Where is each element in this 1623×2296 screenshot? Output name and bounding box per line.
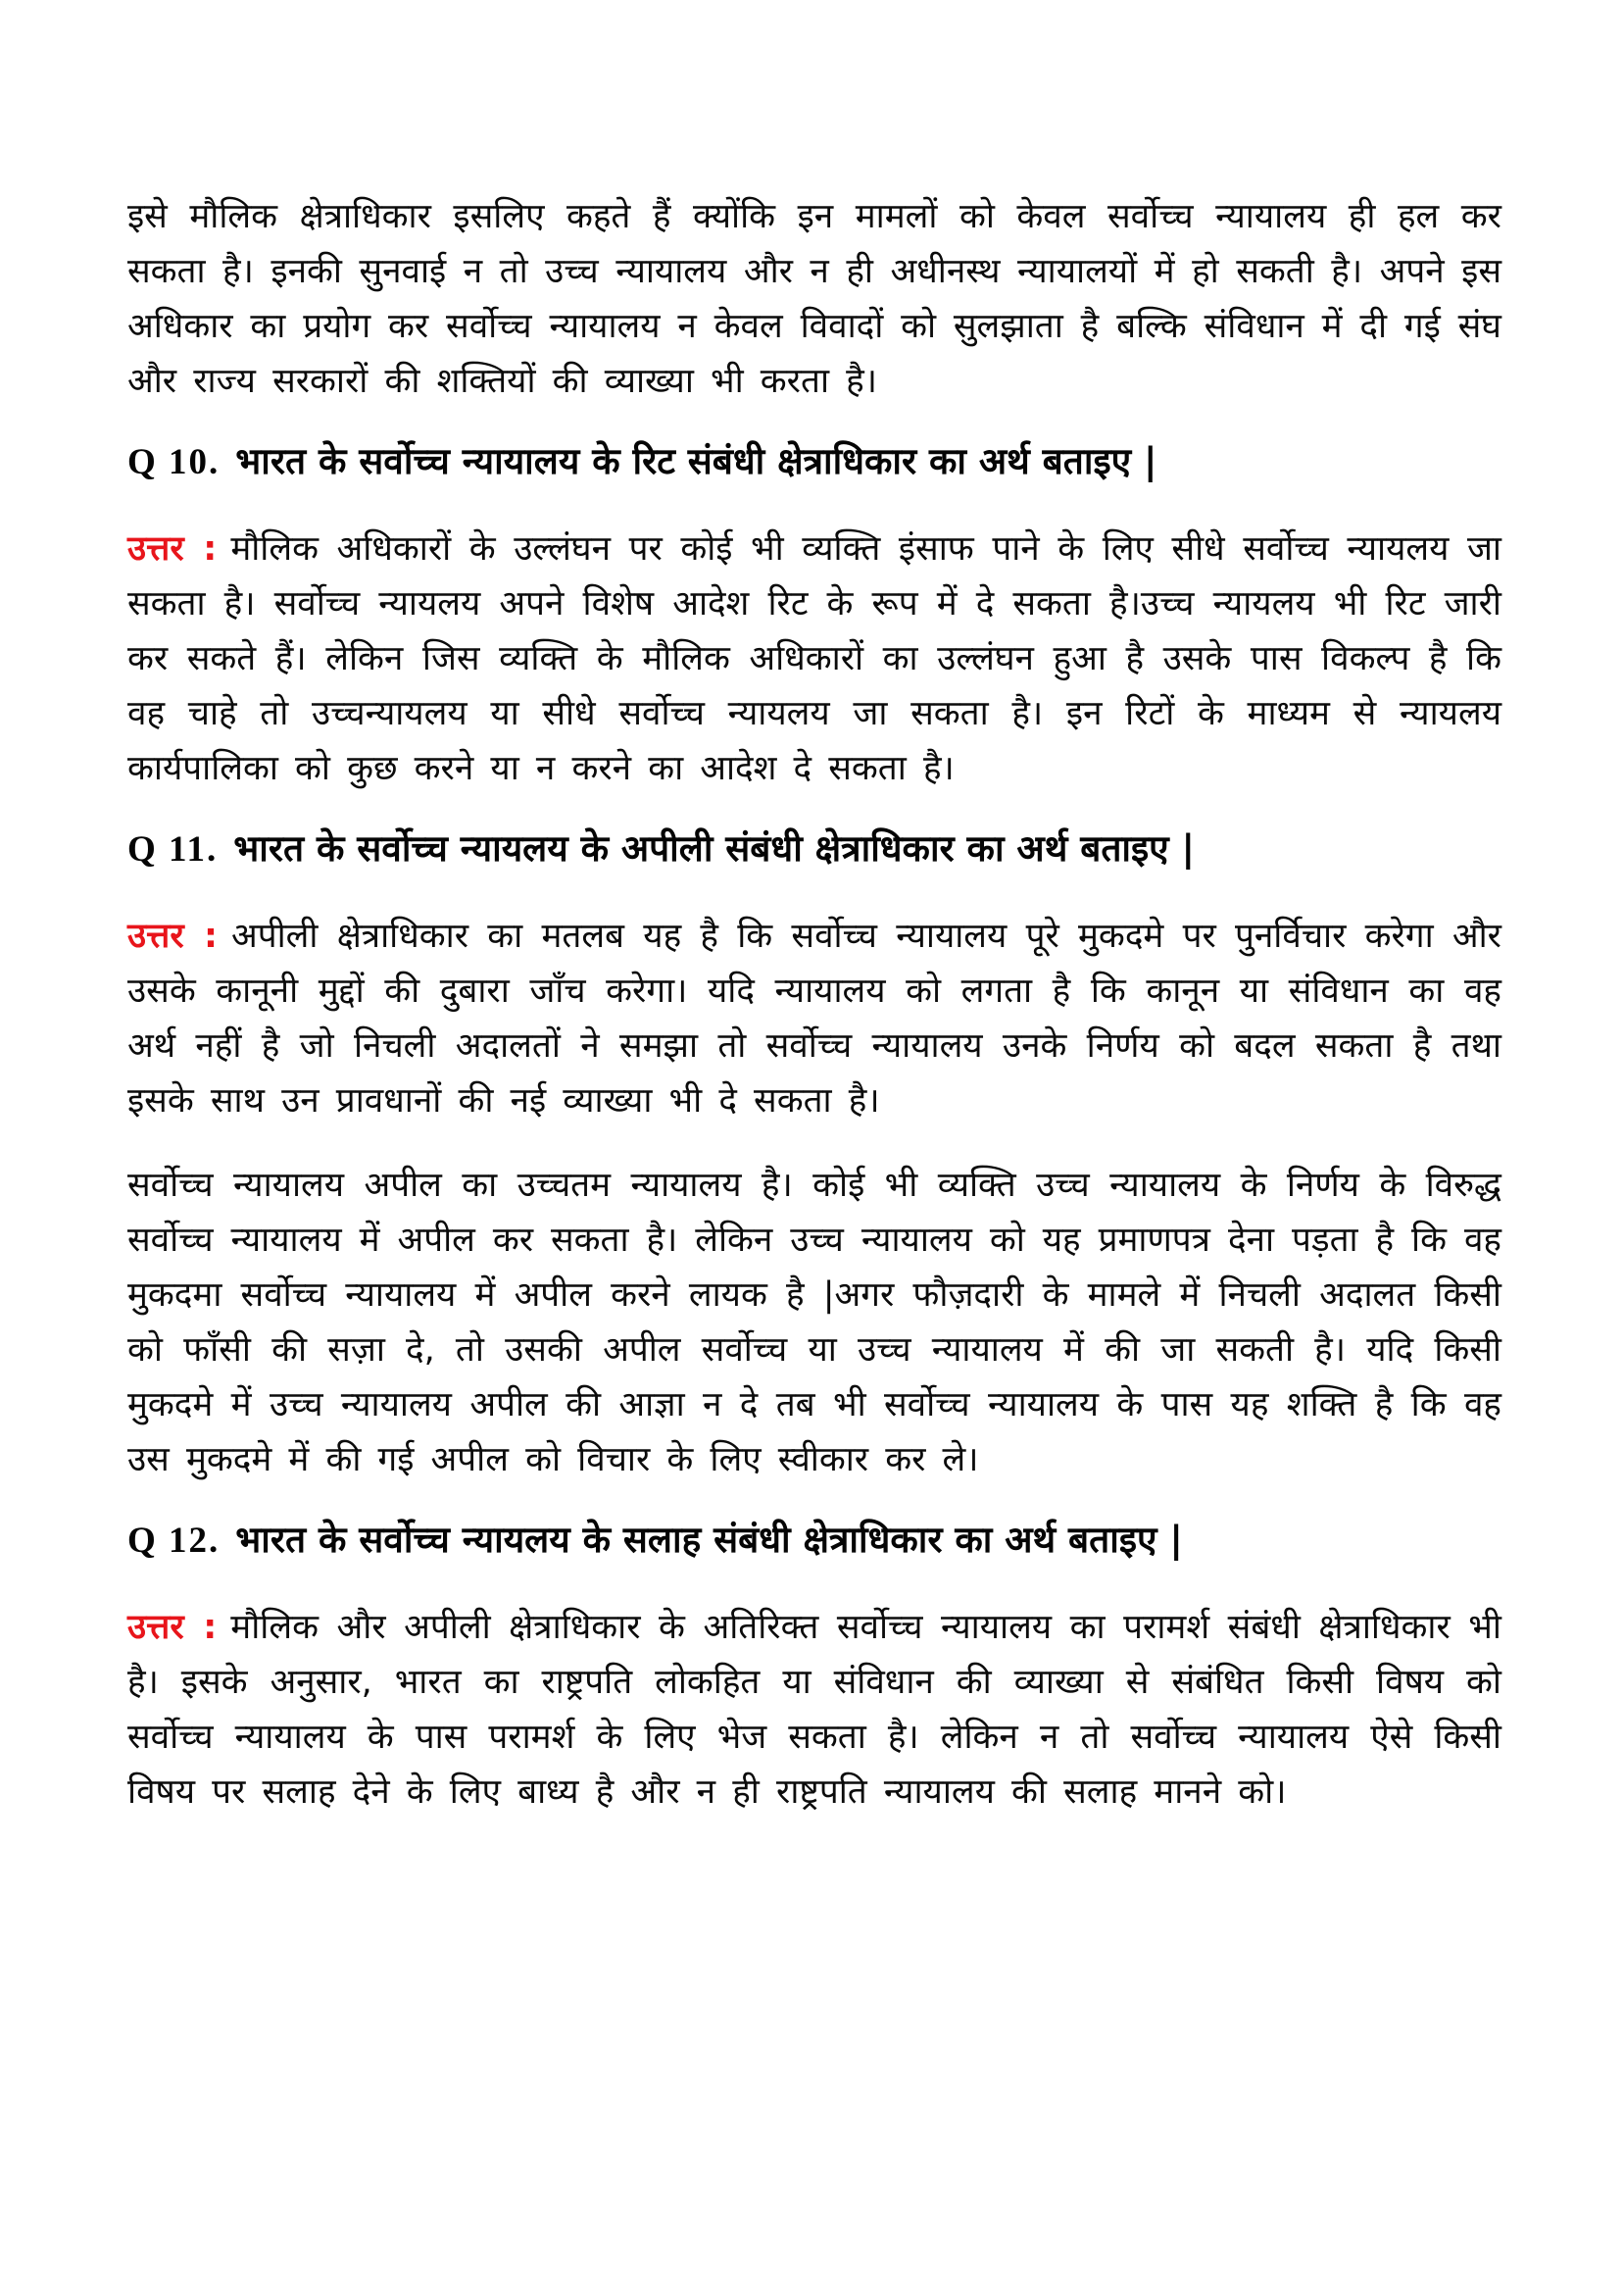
answer-12-text: मौलिक और अपीली क्षेत्राधिकार के अतिरिक्त सर्वोच्च न्यायालय का परामर्श संबंधी क्षेत्राधिकार भी है। इसके अनुसार, भारत का राष्ट्रपति लोकहित या संविधान की व्याख्या से संबंधित किसी विषय को सर्वोच्च न्यायालय के पास परामर्श के लिए भेज सकता है। लेकिन न तो सर्वोच्च न्यायालय ऐसे किसी विषय पर सलाह देने के लिए बाध्य है और न ही राष्ट्रपति न्यायालय की सलाह मानने को। [127,1608,1501,1812]
answer-10-label: उत्तर : [127,529,218,569]
answer-12-label: उत्तर : [127,1608,218,1647]
answer-12-paragraph [127,1600,1501,1820]
question-11-title: भारत के सर्वोच्च न्यायलय के अपीली संबंधी क्षेत्राधिकार का अर्थ बताइए | [233,827,1196,870]
question-12-heading [127,1517,1501,1565]
question-10-title: भारत के सर्वोच्च न्यायालय के रिट संबंधी क्षेत्राधिकार का अर्थ बताइए | [235,440,1157,482]
question-10-heading [127,438,1501,486]
question-12-number: Q 12. [127,1521,221,1561]
answer-11-text: अपीली क्षेत्राधिकार का मतलब यह है कि सर्वोच्च न्यायालय पूरे मुकदमे पर पुनर्विचार करेगा और उसके कानूनी मुद्दों की दुबारा जाँच करेगा। यदि न्यायालय को लगता है कि कानून या संविधान का वह अर्थ नहीं है जो निचली अदालतों ने समझा तो सर्वोच्च न्यायालय उनके निर्णय को बदल सकता है तथा इसके साथ उन प्रावधानों की नई व्याख्या भी दे सकता है। [127,917,1501,1121]
answer-11-paragraph [127,909,1501,1128]
question-11-heading [127,825,1501,873]
answer-11-second-paragraph: सर्वोच्च न्यायालय अपील का उच्चतम न्यायालय है। कोई भी व्यक्ति उच्च न्यायालय के निर्णय के विरुद्ध सर्वोच्च न्यायालय में अपील कर सकता है। लेकिन उच्च न्यायालय को यह प्रमाणपत्र देना पड़ता है कि वह मुकदमा सर्वोच्च न्यायालय में अपील करने लायक है |अगर फौज़दारी के मामले में निचली अदालत किसी को फाँसी की सज़ा दे, तो उसकी अपील सर्वोच्च या उच्च न्यायालय में की जा सकती है। यदि किसी मुकदमे में उच्च न्यायालय अपील की आज्ञा न दे तब भी सर्वोच्च न्यायालय के पास यह शक्ति है कि वह उस मुकदमे में की गई अपील को विचार के लिए स्वीकार कर ले। [127,1166,1501,1479]
question-11-number: Q 11. [127,829,219,870]
answer-10-paragraph [127,522,1501,796]
question-12-title: भारत के सर्वोच्च न्यायलय के सलाह संबंधी क्षेत्राधिकार का अर्थ बताइए | [235,1519,1183,1561]
question-10-number: Q 10. [127,442,221,482]
answer-10-text: मौलिक अधिकारों के उल्लंघन पर कोई भी व्यक्ति इंसाफ पाने के लिए सीधे सर्वोच्च न्यायलय जा सकता है। सर्वोच्च न्यायलय अपने विशेष आदेश रिट के रूप में दे सकता है।उच्च न्यायलय भी रिट जारी कर सकते हैं। लेकिन जिस व्यक्ति के मौलिक अधिकारों का उल्लंघन हुआ है उसके पास विकल्प है कि वह चाहे तो उच्चन्यायलय या सीधे सर्वोच्च न्यायलय जा सकता है। इन रिटों के माध्यम से न्यायलय कार्यपालिका को कुछ करने या न करने का आदेश दे सकता है। [127,529,1502,788]
answer-11-label: उत्तर : [127,917,218,956]
intro-paragraph: इसे मौलिक क्षेत्राधिकार इसलिए कहते हैं क्योंकि इन मामलों को केवल सर्वोच्च न्यायालय ही हल कर सकता है। इनकी सुनवाई न तो उच्च न्यायालय और न ही अधीनस्थ न्यायालयों में हो सकती है। अपने इस अधिकार का प्रयोग कर सर्वोच्च न्यायालय न केवल विवादों को सुलझाता है बल्कि संविधान में दी गई संघ और राज्य सरकारों की शक्तियों की व्याख्या भी करता है। [127,197,1501,401]
